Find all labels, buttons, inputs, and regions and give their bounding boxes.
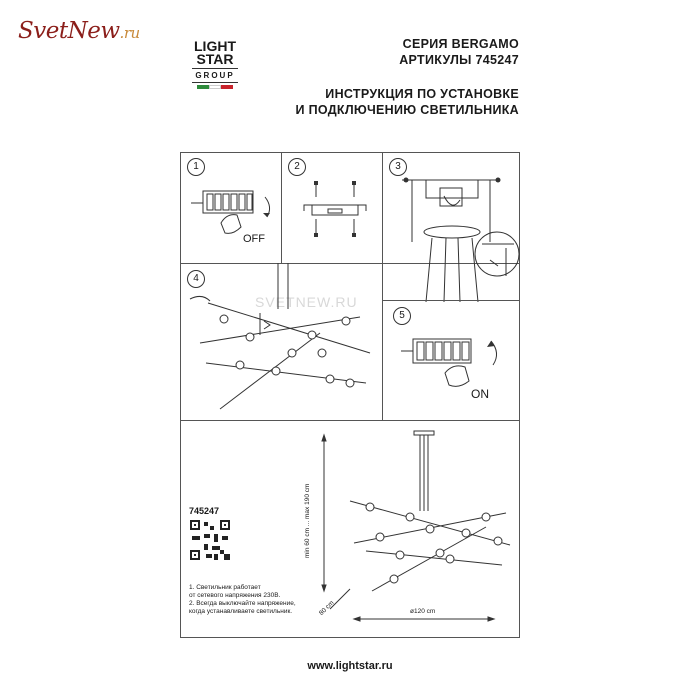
qr-code-icon (190, 520, 230, 560)
step-5-panel (382, 300, 520, 421)
logo-text-group: GROUP (192, 68, 238, 83)
step-2-number: 2 (288, 158, 306, 176)
note-1-line-2: от сетевого напряжения 230В. (189, 592, 281, 599)
diameter-dimension-label: ø120 cm (410, 608, 436, 615)
height-dimension-label: min 60 cm ... max 190 cm (304, 483, 311, 558)
lightstar-logo (192, 40, 238, 89)
switch-off-illustration (181, 153, 283, 265)
logo-text-light: LIGHT (194, 38, 236, 54)
mounting-bracket-illustration (282, 153, 384, 265)
step-3-number: 3 (389, 158, 407, 176)
step-5-number: 5 (393, 307, 411, 325)
switch-on-illustration (383, 301, 521, 422)
depth-dimension-label: 80 cm (318, 599, 336, 617)
off-label: OFF (243, 233, 265, 245)
note-2-line-1: 2. Всегда выключайте напряжение, (189, 600, 296, 607)
instruction-title: ИНСТРУКЦИЯ ПО УСТАНОВКЕ И ПОДКЛЮЧЕНИЮ СВЕТИЛЬНИКА (295, 87, 519, 117)
installation-notes (189, 584, 309, 616)
note-1-line-1: 1. Светильник работает (189, 584, 261, 591)
image-watermark: SVETNEW.RU (255, 294, 358, 310)
step-1-number: 1 (187, 158, 205, 176)
chandelier-assembly-illustration (180, 263, 383, 421)
dimension-drawing (310, 425, 515, 630)
italy-flag-icon (192, 85, 238, 89)
product-code: 745247 (189, 506, 220, 516)
logo-text-star: STAR (196, 51, 234, 67)
on-label: ON (471, 387, 489, 401)
website-link[interactable]: www.lightstar.ru (307, 660, 393, 672)
note-2-line-2: когда устанавливаете светильник. (189, 608, 293, 615)
step-4-number: 4 (187, 270, 205, 288)
step-2-panel (281, 152, 383, 264)
series-block (399, 36, 519, 68)
series-title: СЕРИЯ BERGAMO (402, 37, 519, 51)
svetnew-watermark: SvetNew.ru (18, 18, 140, 44)
step-1-panel (180, 152, 282, 264)
article-number: АРТИКУЛЫ 745247 (399, 53, 519, 67)
